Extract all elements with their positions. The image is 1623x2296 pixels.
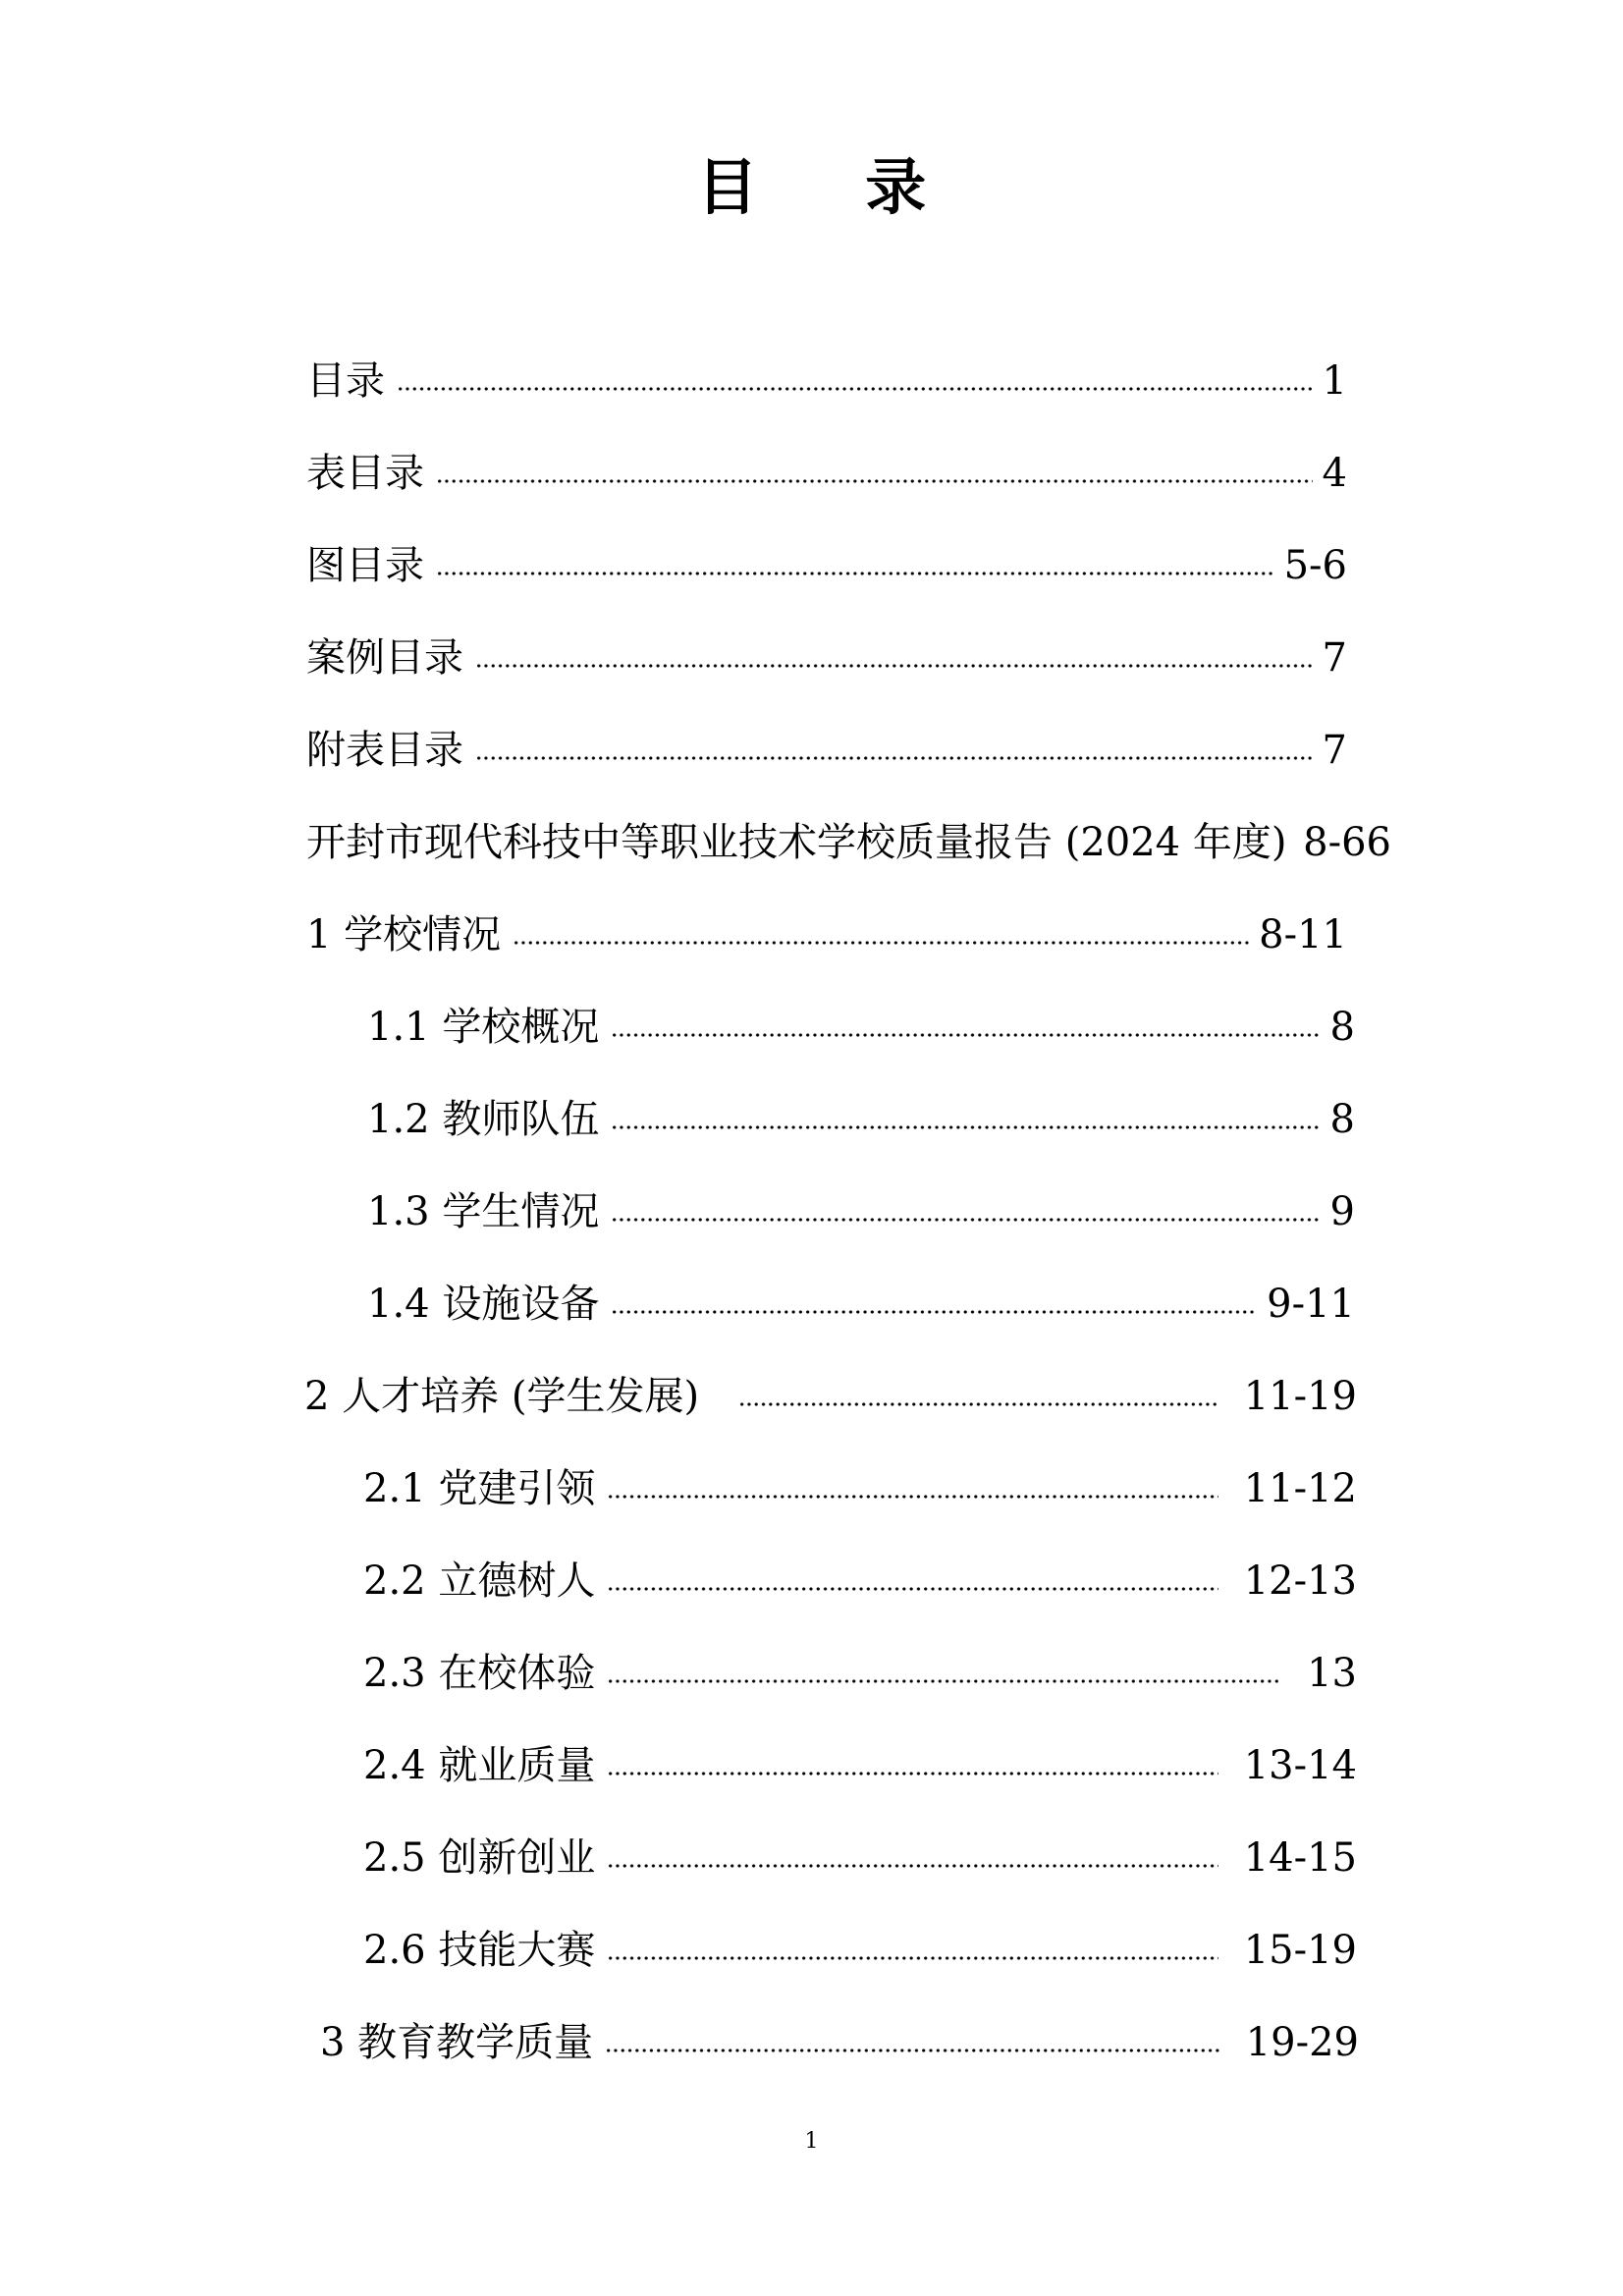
- toc-dot-leader: [611, 1121, 1320, 1133]
- toc-entry-label: 3 教育教学质量: [320, 2020, 594, 2065]
- toc-entry-section-1-3[interactable]: [367, 1173, 1355, 1234]
- toc-entry-page: 9-11: [1267, 1282, 1355, 1327]
- toc-entry-section-2-3[interactable]: [363, 1634, 1357, 1696]
- toc-entry-page: 19-29: [1245, 2020, 1359, 2065]
- toc-entry-section-1-2[interactable]: [367, 1080, 1355, 1142]
- toc-dot-leader: [738, 1398, 1218, 1410]
- toc-entry-label: 目录: [306, 358, 385, 404]
- toc-entry-section-2-5[interactable]: [363, 1819, 1357, 1881]
- toc-entry-table-list[interactable]: [306, 434, 1347, 496]
- toc-entry-label: 2 人才培养 (学生发展): [304, 1374, 700, 1419]
- toc-entry-page: 15-19: [1243, 1928, 1357, 1973]
- toc-entry-page: 1: [1322, 358, 1347, 404]
- toc-entry-label: 2.3 在校体验: [363, 1651, 596, 1696]
- toc-dot-leader: [607, 1952, 1217, 1964]
- toc-entry-section-2[interactable]: [304, 1357, 1357, 1419]
- toc-entry-label: 1 学校情况: [306, 912, 502, 957]
- toc-entry-page: 7: [1322, 728, 1347, 773]
- toc-entry-page: 11-12: [1243, 1466, 1357, 1511]
- toc-entry-section-2-1[interactable]: [363, 1449, 1357, 1511]
- toc-entry-section-1-1[interactable]: [367, 988, 1355, 1050]
- toc-entry-page: 7: [1322, 635, 1347, 681]
- toc-entry-label: 开封市现代科技中等职业技术学校质量报告 (2024 年度): [306, 820, 1287, 865]
- toc-entry-page: 8: [1329, 1097, 1355, 1142]
- toc-entry-label: 图目录: [306, 543, 424, 588]
- toc-entry-label: 表目录: [306, 451, 424, 496]
- toc-dot-leader: [611, 1306, 1257, 1318]
- toc-entry-label: 2.1 党建引领: [363, 1466, 596, 1511]
- toc-entry-section-3[interactable]: [320, 2003, 1359, 2065]
- toc-dot-leader: [475, 752, 1313, 764]
- toc-entry-page: 4: [1322, 451, 1347, 496]
- toc-entry-page: 11-19: [1243, 1374, 1357, 1419]
- toc-entry-label: 2.5 创新创业: [363, 1835, 596, 1881]
- toc-entry-page: 13-14: [1243, 1743, 1357, 1788]
- toc-entry-contents[interactable]: [306, 342, 1347, 404]
- toc-dot-leader: [607, 1860, 1217, 1872]
- toc-dot-leader: [436, 475, 1313, 487]
- toc-entry-label: 2.2 立德树人: [363, 1558, 596, 1604]
- toc-entry-page: 8: [1329, 1005, 1355, 1050]
- toc-entry-section-2-6[interactable]: [363, 1911, 1357, 1973]
- toc-entry-page: 5-6: [1283, 543, 1347, 588]
- toc-entry-page: 8-66: [1303, 820, 1391, 865]
- toc-dot-leader: [607, 1583, 1217, 1595]
- toc-entry-label: 2.4 就业质量: [363, 1743, 596, 1788]
- toc-entry-label: 案例目录: [306, 635, 463, 681]
- toc-entry-appendix-list[interactable]: [306, 711, 1347, 773]
- toc-entry-label: 1.2 教师队伍: [367, 1097, 600, 1142]
- toc-entry-page: 14-15: [1243, 1835, 1357, 1881]
- toc-dot-leader: [436, 568, 1274, 579]
- toc-entry-report[interactable]: [306, 803, 1391, 865]
- toc-dot-leader: [397, 383, 1313, 395]
- toc-entry-page: 12-13: [1243, 1558, 1357, 1604]
- toc-dot-leader: [607, 1491, 1217, 1503]
- toc-entry-page: 13: [1307, 1651, 1357, 1696]
- toc-entry-label: 2.6 技能大赛: [363, 1928, 596, 1973]
- toc-entry-page: 9: [1329, 1189, 1355, 1234]
- toc-entry-section-2-2[interactable]: [363, 1542, 1357, 1604]
- toc-dot-leader: [611, 1214, 1320, 1226]
- page-title: 目 录: [696, 151, 970, 223]
- toc-entry-figure-list[interactable]: [306, 526, 1347, 588]
- toc-entry-section-1-4[interactable]: [367, 1265, 1355, 1327]
- toc-entry-label: 1.4 设施设备: [367, 1282, 600, 1327]
- toc-dot-leader: [513, 937, 1249, 949]
- toc-entry-section-1[interactable]: [306, 896, 1347, 955]
- toc-entry-section-2-4[interactable]: [363, 1726, 1357, 1788]
- toc-dot-leader: [611, 1029, 1320, 1041]
- toc-entry-page: 8-11: [1259, 912, 1347, 957]
- toc-entry-label: 附表目录: [306, 728, 463, 773]
- toc-entry-label: 1.1 学校概况: [367, 1005, 600, 1050]
- toc-dot-leader: [607, 1768, 1217, 1779]
- toc-entry-label: 1.3 学生情况: [367, 1189, 600, 1234]
- toc-dot-leader: [607, 1675, 1281, 1687]
- toc-entry-case-list[interactable]: [306, 619, 1347, 681]
- toc-dot-leader: [475, 660, 1313, 672]
- toc-dot-leader: [605, 2045, 1220, 2056]
- page-number: 1: [804, 2129, 819, 2154]
